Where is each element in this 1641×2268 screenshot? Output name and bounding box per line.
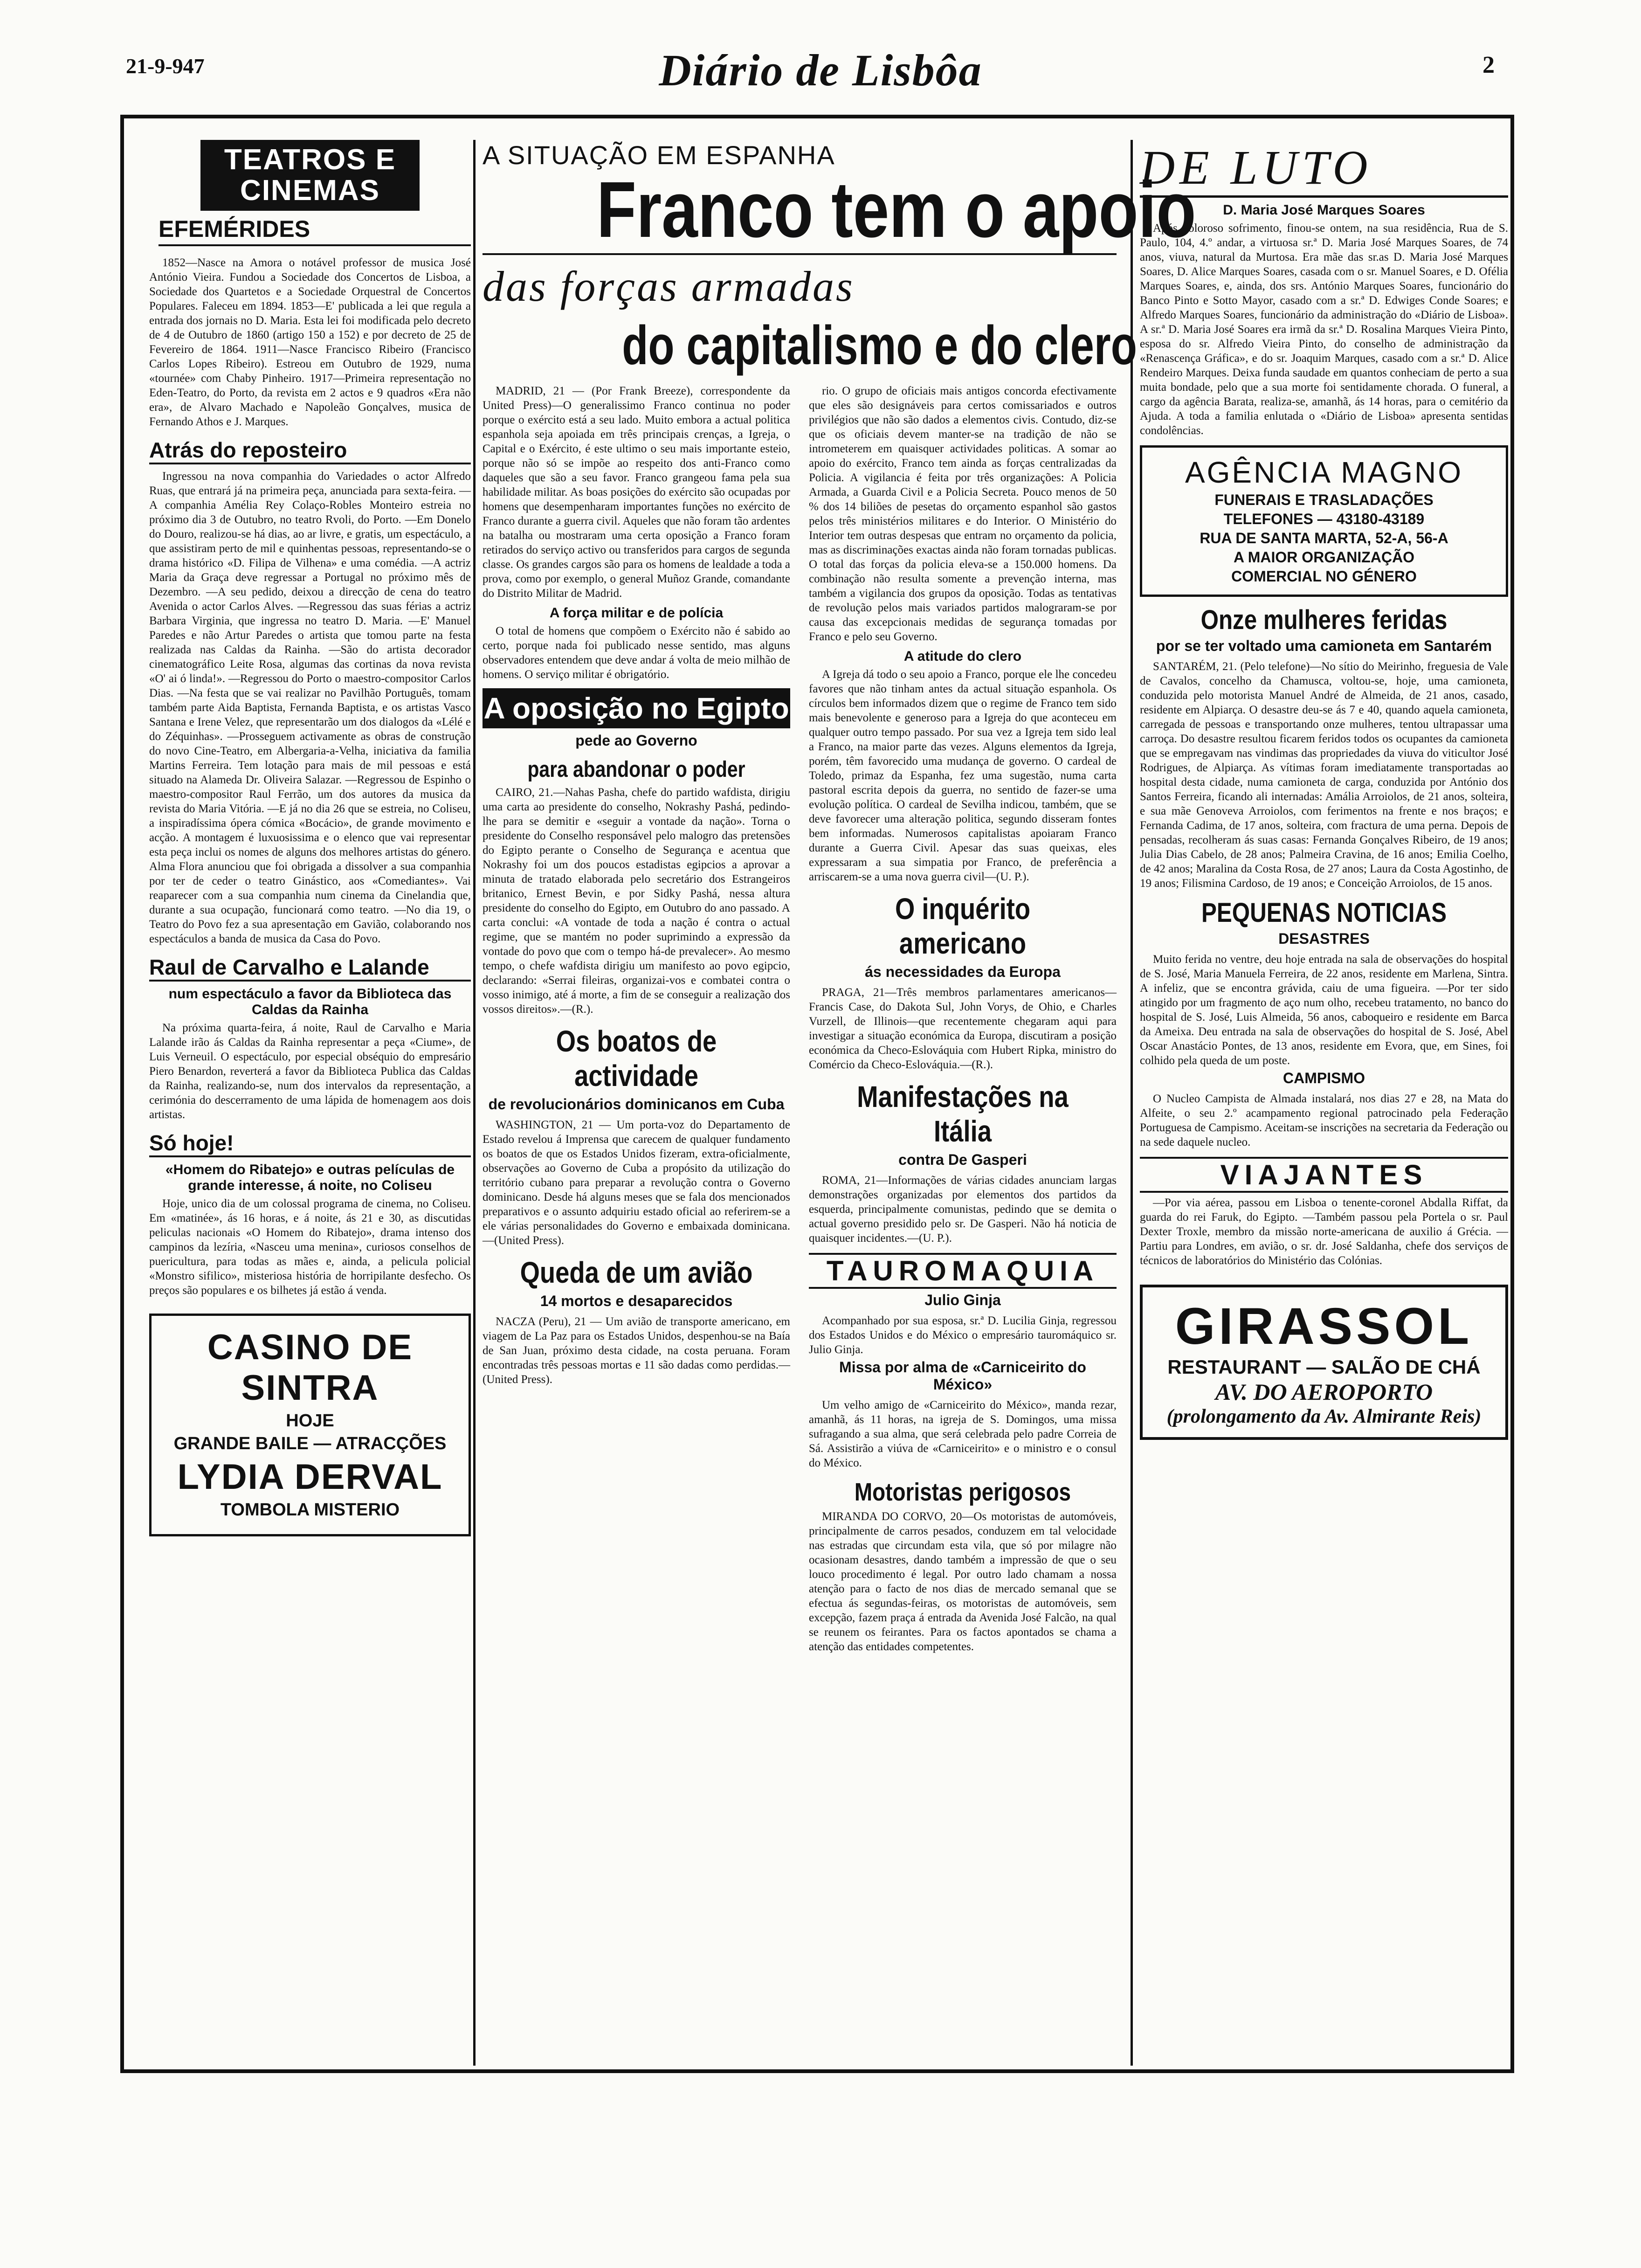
italia-subheading: contra De Gasperi bbox=[898, 1151, 1027, 1168]
body-right bbox=[809, 384, 1117, 1656]
tauromaquia-text: Acompanhado por sua esposa, sr.ª D. Lucilia Ginja, regressou dos Estados Unidos e do México o empresário tauromáquico sr. Julio Ginja. bbox=[809, 1314, 1117, 1356]
section-title-teatros: TEATROS E CINEMAS bbox=[200, 140, 420, 211]
ad-line: RESTAURANT — SALÃO DE CHÁ bbox=[1167, 1356, 1481, 1378]
ad-name: GIRASSOL bbox=[1175, 1298, 1473, 1355]
raul-heading: Raul de Carvalho e Lalande bbox=[149, 954, 471, 982]
inquerito-text: PRAGA, 21—Três membros parlamentares americanos—Francis Case, do Dakota Sul, John Vorys, de Ohio, e Charles Vurzell, de Illinois—que recentemente chegaram aqui para investigar a situação económica da Europa, discutiram a posição económica da Checo-Eslováquia com Hubert Ripka, ministro do Comércio da Checo-Eslováquia.—(R.). bbox=[809, 986, 1117, 1071]
feridas-headline: Onze mulheres feridas bbox=[1200, 605, 1448, 635]
efemerides-heading: EFEMÉRIDES bbox=[159, 215, 471, 246]
casino-sintra-ad bbox=[149, 1314, 471, 1536]
article-kicker: A SITUAÇÃO EM ESPANHA bbox=[483, 140, 835, 170]
column-rule-left bbox=[473, 140, 476, 2066]
sohoje-subheading: «Homem do Ribatejo» e outras películas de grande interesse, á noite, no Coliseu bbox=[165, 1162, 455, 1193]
queda-headline: Queda de um avião bbox=[520, 1256, 753, 1289]
issue-date: 21-9-947 bbox=[126, 54, 205, 78]
headline-deck-1: das forças armadas bbox=[483, 263, 855, 310]
franco-text-right: rio. O grupo de oficiais mais antigos concorda efectivamente que eles são designáveis para certos comissariados e outros privilégios que não são dados a elementos civis. Contudo, diz-se que os oficiais devem manter-se na tradição de não se intrometerem em quaisquer actividades politicas. A somar ao apoio do exército, Franco tem ainda as forças centralizadas da Policia. A vigilancia é feita por três organizações: A Policia Armada, a Guarda Civil e a Policia Secreta. Pouco menos de 50 % dos 14 biliões de pesetas do orçamento espanhol são gastos pelos três ministérios militares e do Interior. O Ministério do Interior tem outras despesas que entram no orçamento da policia, mas as discriminações exactas ainda não foram tornadas publicas. O total das forças da policia eleva-se a 150.000 homens. Da combinação não resulta somente a prevenção interna, mas também a vigilancia dos grupos da oposição. Todas as tentativas de revolução pelos mais variados partidos malograram-se por causa das excepcionais medidas de segurança tomadas por Franco e pelo seu Governo. bbox=[809, 385, 1117, 643]
raul-text: Na próxima quarta-feira, á noite, Raul de Carvalho e Maria Lalande irão ás Caldas da Rainha representar a peça «Ciume», de Luis Verneuil. O espectáculo, por especial obséquio do empresário Piero Benardon, reverterá a favor da Biblioteca Publica das Caldas da Rainha, realizando-se, num dos intervalos da representação, a cerimónia do descerramento de uma lápida de homenagem aos dois artistas. bbox=[149, 1022, 471, 1121]
agency-line: FUNERAIS E TRASLADAÇÕES bbox=[1214, 491, 1434, 508]
forca-text: O total de homens que compõem o Exército não é sabido ao certo, porque nada foi publicado nesse sentido, mas alguns observadores entendem que deve andar á volta de meio milhão de homens. O serviço militar é obrigatório. bbox=[483, 625, 790, 681]
campismo-text: O Nucleo Campista de Almada instalará, nos dias 27 e 28, na Mata do Alfeite, o seu 2.º acampamento regional patrocinado pela Federação Portuguesa de Campismo. Aceitam-se inscrições na secretaria da Federação ou na sede daquele nucleo. bbox=[1140, 1093, 1508, 1148]
motoristas-headline: Motoristas perigosos bbox=[854, 1478, 1071, 1506]
campismo-subheading: CAMPISMO bbox=[1283, 1070, 1365, 1086]
raul-subheading: num espectáculo a favor da Biblioteca das Caldas da Rainha bbox=[168, 986, 452, 1017]
ad-line: GRANDE BAILE — ATRACÇÕES bbox=[173, 1434, 447, 1453]
newspaper-title: Diário de Lisbôa bbox=[659, 45, 982, 95]
clero-subheading: A atitude do clero bbox=[903, 649, 1022, 664]
franco-text-left: MADRID, 21 — (Por Frank Breeze), correspondente da United Press)—O generalissimo Franco continua no poder porque o exército está a seu lado. Muito embora a actual politica espanhola seja apoiada em três principais crenças, a Igreja, o Capital e o Exército, é este ultimo o seu mais importante esteio, porque não só se impõe ao respeito dos anti-Franco como daqueles que são a seu favor. Franco grangeou fama pela sua habilidade militar. As boas posições do exército são ocupadas por homens que desempenharam importantes funções no exército de Franco durante a guerra civil. Aqueles que não foram tão ardentes na batalha ou mostraram uma certa oposição a Franco foram retirados do serviço activo ou transferidos para cargos de segunda classe. Os grandes cargos são para os homens de lealdade a toda a prova, como por exemplo, o general Muñoz Grande, comandante do Distrito Militar de Madrid. bbox=[483, 385, 790, 600]
agency-line: A MAIOR ORGANIZAÇÃO bbox=[1233, 549, 1415, 566]
egipto-sub2: para abandonar o poder bbox=[527, 757, 745, 782]
sohoje-text: Hoje, unico dia de um colossal programa de cinema, no Coliseu. Em «matinée», ás 16 horas, e á noite, ás 21 e 30, as discutidas peliculas nacionais «O Homem do Ribatejo», drama intenso dos campinos da lezíria, «Nasceu uma menina», curiosos conselhos de puericultura, para todas as mães e, ainda, a pelicula policial «Monstro sifilico», misteriosa história de horripilante desfecho. Os preços são populares e os bilhetes já estão á venda. bbox=[149, 1197, 471, 1297]
desastres-subheading: DESASTRES bbox=[1278, 930, 1370, 947]
agency-name: AGÊNCIA MAGNO bbox=[1185, 456, 1463, 489]
reposteiro-text: Ingressou na nova companhia do Variedades o actor Alfredo Ruas, que entrará já na primeira peça, anunciada para sexta-feira. —A companhia Amélia Rey Colaço-Robles Monteiro estreia no próximo dia 3 de Outubro, no teatro Rvoli, do Porto. —Em Donelo do Douro, realizou-se há dias, ao ar livre, e gratis, um espectáculo, a que assistiram perto de mil e quinhentas pessoas, representando-se o drama histórico «D. Filipa de Vilhena» e uma comédia. —A actriz Maria da Graça deve regressar a Portugal no próximo mês de Dezembro. —A seu pedido, deixou a direcção de cena do teatro Avenida o actor Carlos Alves. —Regressou das suas férias a actriz Barbara Virginia, que ingressa no teatro D. Maria. —E' Manuel Paredes e não Artur Paredes o artista que tomou parte na festa realizada nas Caldas da Rainha. —São do artista decorador cinematográfico Leite Rosa, algumas das cortinas da nova revista «O' ai ó linda!». —Regressou do Porto o maestro-compositor Carlos Dias. —Na festa que se vai realizar no Pavilhão Português, tomam também parte Aida Baptista, Fernanda Baptista, e os artistas Vasco Santana e Irene Velez, que representarão um dos dialogos da «Lélé e do Zéquinhas». —Prosseguem activamente as obras de construção do novo Cine-Teatro, em Albergaria-a-Velha, iniciativa da familia Martins Ferreira. Tem lotação para mais de mil pessoas e está situado na Alameda Dr. Oliveira Salazar. —Regressou de Espinho o maestro-compositor Raul Ferrão, um dos autores da musica da revista do Maria Vitória. —E já no dia 26 que se estreia, no Coliseu, a inspiradíssima ópera cómica «Bocácio», de grande movimento e acção. A montagem é luxuosissima e o elenco que vai representar esta peça inclui os nomes de alguns dos melhores artistas do género. Alma Flora anunciou que foi obrigada a dissolver a sua companhia por ter de ceder o teatro Ginástico, aos «Comediantes». Vai reaparecer com a sua companhia num cinema da Cinelandia que, durante a sua ocupação, funcionará como teatro. —No dia 19, o Teatro do Povo fez a sua apresentação em Gavião, colaborando nos espectáculos a banda de musica da Casa do Povo. bbox=[149, 470, 471, 945]
motoristas-text: MIRANDA DO CORVO, 20—Os motoristas de automóveis, principalmente de carros pesados, conduzem em tal velocidade nas estradas que circundam esta vila, que só por milagre não ocasionam desastres, dando também a impressão de que o seu louco procedimento é legal. Por outro lado chamam a nossa atenção para o facto de nos dias de mercado semanal que se efectua ás segundas-feiras, os motoristas de automóveis, sem excepção, fazem praça á entrada da Avenida José Falcão, na qual se reunem os feirantes. Para os factos apontados se chama a atenção das entidades competentes. bbox=[809, 1510, 1117, 1653]
sohoje-heading: Só hoje! bbox=[149, 1130, 471, 1157]
luto-subheading: D. Maria José Marques Soares bbox=[1223, 202, 1425, 218]
egipto-sub1: pede ao Governo bbox=[575, 732, 697, 749]
masthead bbox=[0, 0, 1641, 107]
right-column bbox=[1140, 140, 1508, 2061]
center-column bbox=[483, 140, 1196, 2061]
clero-text: A Igreja dá todo o seu apoio a Franco, porque ele lhe concedeu favores que não tinham antes da actual situação espanhola. Os círculos bem informados dizem que o regime de Franco tem sido mais benevolente e generoso para a Igreja do que aconteceu em qualquer outro tempo passado. Por sua vez a Igreja tem sido leal a Franco, na maior parte das vezes. Alguns elementos da Igreja, porém, têm favorecido uma mudança de governo. O cardeal de Toledo, primaz da Espanha, fez uma sugestão, numa carta pastoral escrita depois da guerra, no sentido de fazer-se uma evolução política. O cardeal de Sevilha indicou, também, que se deve favorecer uma alteração politica, segundo disseram fontes bem informadas. Numerosos capitalistas apoiaram Franco durante a Guerra Civil. Apesar das suas queixas, eles expressaram a sua simpatia por Franco, de preferência a arriscarem-se a uma nova guerra civil—(U. P.). bbox=[809, 668, 1117, 883]
luto-text: Após doloroso sofrimento, finou-se ontem, na sua residência, Rua de S. Paulo, 104, 4.º andar, a virtuosa sr.ª D. Maria José Marques Soares, de 74 anos, viuva, natural da Murtosa. Era mãe das sr.as D. Maria José Marques Soares, D. Alice Marques Soares, casada com o sr. Manuel Soares, e D. Ofélia Marques Soares, e, ainda, dos srs. António Marques Soares, funcionário do Banco Pinto e Sotto Mayor, casado com a sr.ª D. Edwiges Conde Soares; e Alfredo Marques Soares, funcionário da administração do «Diário de Lisboa». A sr.ª D. Maria José Soares era irmã da sr.ª D. Rosalina Marques Vieira Pinto, esposa do sr. Alfredo Vieira Pinto, do conselho de administração da «Renascença Gráfica», e do sr. Joaquim Marques, casado com a sr.ª D. Alice Rendeiro Marques. Deixa funda saudade em quantos conheciam de perto a sua muita bondade, pelo que a sua morte foi sentidamente chorada. O funeral, a cargo da agência Barata, realiza-se, amanhã, ás 14 horas, para o cemitério da Ajuda. A toda a familia enlutada o «Diário de Lisboa» apresenta sentidas condolências. bbox=[1140, 222, 1508, 437]
main-headline: Franco tem o apoio bbox=[596, 166, 1196, 254]
boatos-text: WASHINGTON, 21 — Um porta-voz do Departamento de Estado revelou á Imprensa que carecem de qualquer fundamento os boatos de que os Estados Unidos fizeram, extra-oficialmente, observações ao Governo de Cuba a propósito da utilização do território cubano para preparar a revolução contra o Governo dominicano. Desde há alguns meses que se fala dos mencionados preparativos e o assunto adquiriu estado oficial ao referirem-se a ele várias personalidades do Governo e embaixada dominicana.—(United Press). bbox=[483, 1119, 790, 1247]
missa-text: Um velho amigo de «Carniceirito do México», manda rezar, amanhã, ás 11 horas, na igreja de S. Domingos, uma missa sufragando a sua alma, que será celebrada pelo padre Correia de Sá. Assistirão a viúva de «Carniceirito» e o ministro e o consul do México. bbox=[809, 1399, 1117, 1469]
italia-headline: Manifestações na Itália bbox=[857, 1080, 1069, 1148]
agencia-magno-ad bbox=[1140, 445, 1508, 597]
inquerito-subheading: ás necessidades da Europa bbox=[865, 963, 1061, 980]
queda-text: NACZA (Peru), 21 — Um avião de transporte americano, em viagem de La Paz para os Estados Unidos, despenhou-se na Baía de San Juan, próximo desta cidade, na costa peruana. Foram encontradas três pessoas mortas e 11 são dadas como perdidas.—(United Press). bbox=[483, 1315, 790, 1386]
agency-line: RUA DE SANTA MARTA, 52-A, 56-A bbox=[1200, 530, 1448, 546]
viajantes-heading: VIAJANTES bbox=[1140, 1157, 1508, 1193]
left-column bbox=[149, 140, 471, 2061]
ad-star: LYDIA DERVAL bbox=[177, 1457, 443, 1497]
ad-line: (prolongamento da Av. Almirante Reis) bbox=[1166, 1406, 1482, 1427]
missa-subheading: Missa por alma de «Carniceirito do México» bbox=[839, 1359, 1086, 1393]
ad-line: HOJE bbox=[286, 1411, 334, 1431]
queda-subheading: 14 mortos e desaparecidos bbox=[540, 1293, 733, 1309]
ad-line: AV. DO AEROPORTO bbox=[1215, 1379, 1433, 1405]
tauromaquia-heading: TAUROMAQUIA bbox=[809, 1253, 1117, 1289]
agency-line: TELEFONES — 43180-43189 bbox=[1223, 511, 1425, 527]
reposteiro-heading: Atrás do reposteiro bbox=[149, 437, 471, 464]
page-number: 2 bbox=[1482, 52, 1495, 78]
pequenas-noticias-heading: PEQUENAS NOTICIAS bbox=[1201, 898, 1447, 928]
girassol-ad bbox=[1140, 1285, 1508, 1440]
boatos-subheading: de revolucionários dominicanos em Cuba bbox=[488, 1096, 785, 1113]
ad-name: CASINO DE SINTRA bbox=[207, 1328, 413, 1408]
viajantes-text: —Por via aérea, passou em Lisboa o tenente-coronel Abdalla Riffat, da guarda do rei Faruk, do Egipto. —Também passou pela Portela o sr. Paul Dexter Troxle, membro da missão norte-americana de auxilio á Grécia. —Partiu para Londres, em avião, o sr. dr. José Saldanha, chefe dos serviços de técnicos de laboratórios do Ministério das Colónias. bbox=[1140, 1196, 1508, 1267]
boatos-headline: Os boatos de actividade bbox=[556, 1024, 717, 1093]
egipto-text: CAIRO, 21.—Nahas Pasha, chefe do partido wafdista, dirigiu uma carta ao presidente do conselho, Nokrashy Pashá, pedindo-lhe para se demitir e «seguir a vontade da nação». Torna o presidente do Conselho responsável pelo malogro das pretensões do Egipto perante o Conselho de Segurança e acentua que Nokrashy foi um dos poucos estadistas egipcios a aprovar a minuta de tratado elaborada pelo secretário dos Estrangeiros britanico, Ernest Bevin, e por Sidky Pashá, nessa altura presidente do conselho do Egipto, em Outubro do ano passado. A carta conclui: «A vontade de toda a nação é contra o actual regime, que se mantém no poder suprimindo a expressão da vontade do povo que com o tempo há-de prevalecer». Ao mesmo tempo, o chefe wafdista dirigiu um manifesto ao povo egipcio, declarando: «Serrai fileiras, organizai-vos e combatei contra o vosso inimigo, até á morte, a fim de se conseguir a realização dos vossos direitos».—(R.). bbox=[483, 786, 790, 1016]
egipto-headline: A oposição no Egipto bbox=[483, 688, 790, 728]
efemerides-text: 1852—Nasce na Amora o notável professor de musica José António Vieira. Fundou a Sociedade dos Concertos de Lisboa, a Sociedade dos Quartetos e a Sociedade Orquestral de Concertos Populares. Faleceu em 1894. 1853—E' publicada a lei que regula a entrada dos jornais no D. Maria. Esta lei foi modificada pelo decreto de 4 de Outubro de 1860 (artigo 150 a 152) e por decreto de 25 de Fevereiro de 1864. 1911—Nasce Francisco Ribeiro (Francisco Carlos Lopes Ribeiro). Estreou em Outubro de 1929, numa «tournée» com Chaby Pinheiro. 1917—Primeira representação no Eden-Teatro, do Porto, da revista em 2 actos e 9 quadros «Era não era», de Alvaro Machado e Napoleão Gonçalves, musica de Fernando Athos e J. Marques. bbox=[149, 256, 471, 428]
desastres-text: Muito ferida no ventre, deu hoje entrada na sala de observações do hospital de S. José, Maria Manuela Ferreira, de 22 anos, residente em Marlena, Sintra. A infeliz, que se encontra grávida, caiu de uma figueira. —Por ter sido atingido por um fragmento de aço num olho, recebeu tratamento, no banco do hospital de S. José, Luis Almeida, 56 anos, caboqueiro e residente em Barca da Ameixa. Deu entrada na sala de observações do hospital de S. José, Abel Oscar Anastácio Pontes, de 13 anos, residente em Evora, que, em Sines, foi colhido pela queda de um poste. bbox=[1140, 953, 1508, 1067]
agency-line: COMERCIAL NO GÉNERO bbox=[1231, 568, 1417, 585]
two-column-body bbox=[483, 384, 1117, 1656]
italia-text: ROMA, 21—Informações de várias cidades anunciam largas demonstrações organizadas por elementos dos partidos da esquerda, principalmente comunistas, pedindo que se demita o actual governo presidido pelo sr. De Gasperi. Não há noticia de quaisquer incidentes.—(U. P.). bbox=[809, 1174, 1117, 1245]
inquerito-headline: O inquérito americano bbox=[895, 892, 1031, 960]
body-left bbox=[483, 384, 790, 1656]
feridas-text: SANTARÉM, 21. (Pelo telefone)—No sítio do Meirinho, freguesia de Vale de Cavalos, concelho da Chamusca, voltou-se, hoje, uma camioneta, conduzida pelo motorista Manuel André de Almeida, de 21 anos, casado, residente em Alpiarça. O desastre deu-se ás 7 e 40, quando aquela camioneta, carregada de pessoas e transportando onze mulheres, tentou ultrapassar uma carroça. Do desastre resultou ficarem feridos todos os ocupantes da camioneta que se empregavam nas vindimas das propriedades da viuva do viticultor José Rodrigues, de Alpiarça. As vítimas foram imediatamente transportadas ao hospital desta cidade, numa camioneta de carga, conduzida por António dos Santos Ferreira, ficando ali internadas: Amália Arroiolos, de 21 anos, solteira, e sua mãe Genoveva Arroiolos, com ferimentos na frente e nos braços; e Fernanda Cadima, de 17 anos, solteira, com fractura de uma perna. Depois de pensadas, recolheram ás suas casas: Fernanda Gonçalves Ribeiro, de 19 anos; Julia Dias Cabelo, de 28 anos; Palmeira Cravina, de 16 anos; Emilia Coelho, de 42 anos; Maralina da Costa Rosa, de 27 anos; Laura da Costa Agostinho, de 19 anos; Filismina Cardoso, de 19 anos; e Conceição Arroiolos, de 15 anos. bbox=[1140, 660, 1508, 890]
tauromaquia-subheading: Julio Ginja bbox=[924, 1292, 1001, 1308]
luto-heading: DE LUTO bbox=[1140, 140, 1508, 198]
ad-line: TOMBOLA MISTERIO bbox=[220, 1500, 400, 1520]
feridas-subheading: por se ter voltado uma camioneta em Santarém bbox=[1156, 637, 1492, 654]
forca-subheading: A força militar e de polícia bbox=[549, 605, 724, 621]
column-rule-right bbox=[1131, 140, 1133, 2066]
headline-deck-2: do capitalismo e do clero bbox=[622, 315, 1137, 376]
